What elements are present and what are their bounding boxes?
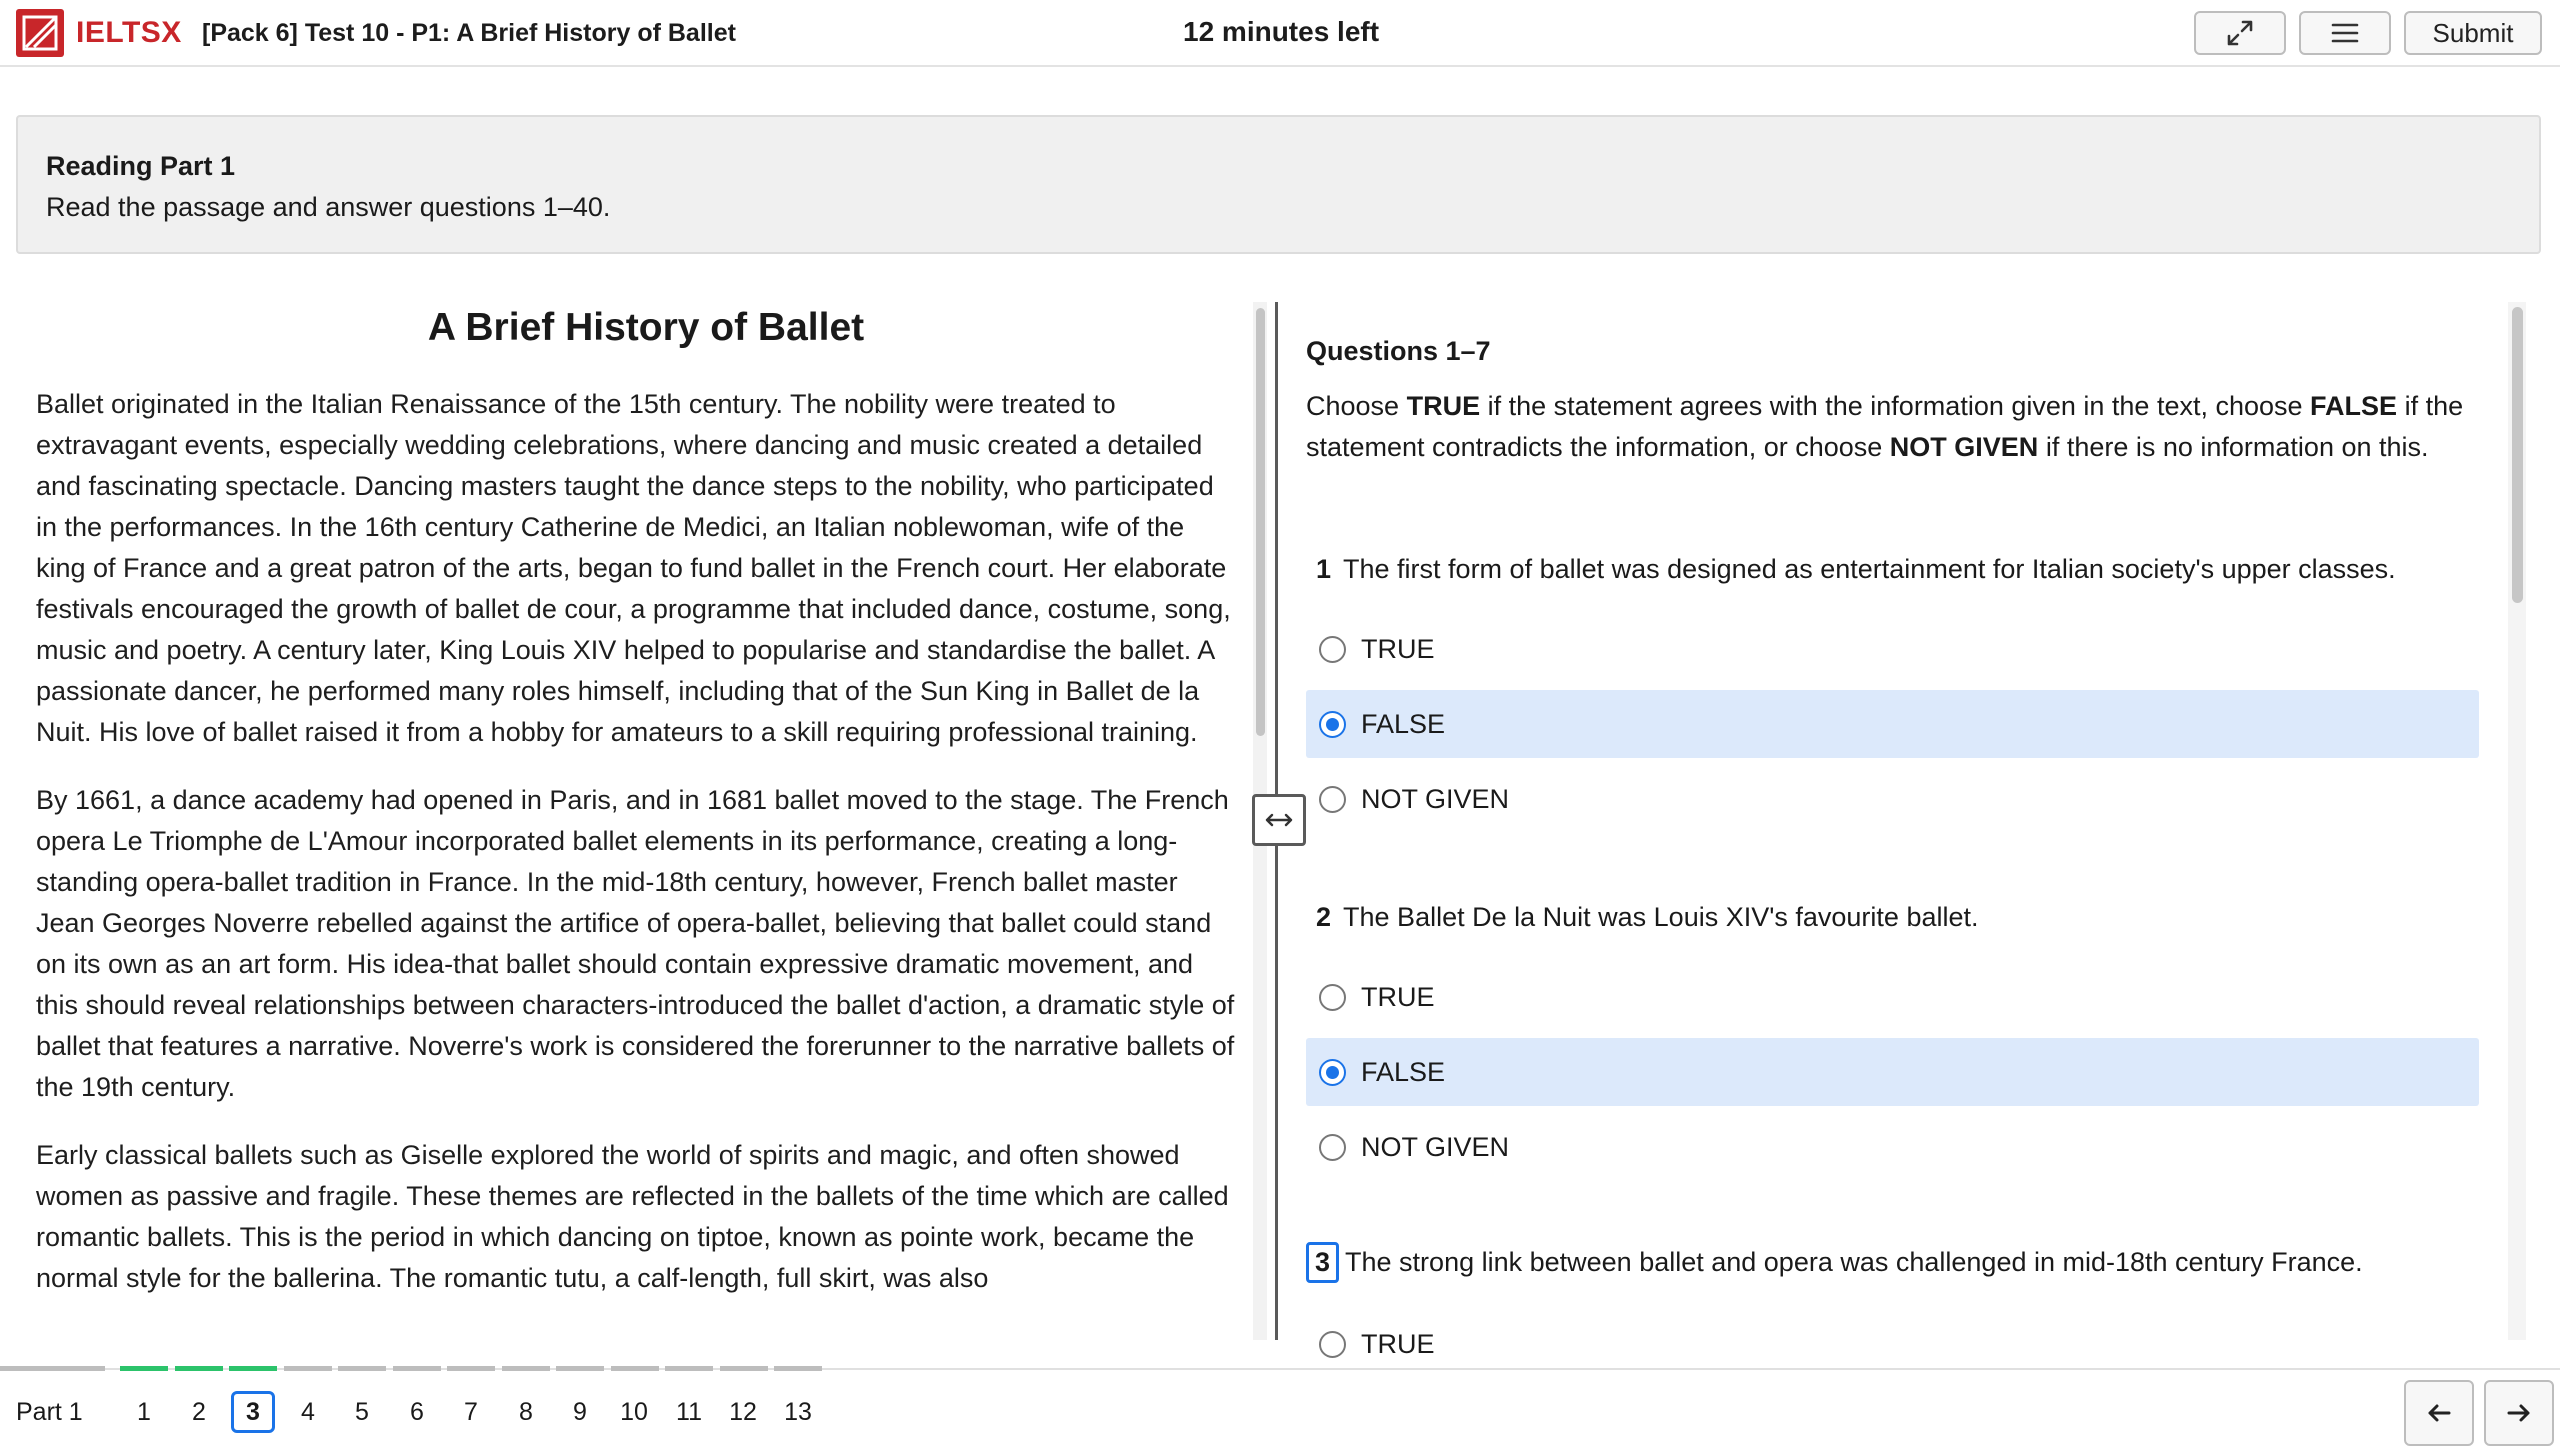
q2-option-not-given[interactable]: NOT GIVEN <box>1306 1113 2479 1181</box>
q2-option-false[interactable]: FALSE <box>1306 1038 2479 1106</box>
progress-q5 <box>338 1366 386 1371</box>
radio-button[interactable] <box>1319 1134 1346 1161</box>
question-navigation <box>0 1368 2560 1440</box>
next-question-button[interactable] <box>2484 1380 2554 1446</box>
nav-question-2[interactable]: 2 <box>192 1397 206 1426</box>
radio-button-selected[interactable] <box>1319 711 1346 738</box>
questions-scrollbar-thumb[interactable] <box>2512 307 2523 603</box>
progress-q8 <box>502 1366 550 1371</box>
q1-option-not-given[interactable]: NOT GIVEN <box>1306 765 2479 833</box>
nav-question-8[interactable]: 8 <box>519 1397 533 1426</box>
radio-button[interactable] <box>1319 984 1346 1011</box>
q3-option-true[interactable]: TRUE <box>1306 1310 2479 1378</box>
part-instructions <box>16 115 2541 254</box>
radio-button[interactable] <box>1319 636 1346 663</box>
nav-question-1[interactable]: 1 <box>137 1397 151 1426</box>
reading-passage <box>36 300 1236 1340</box>
nav-question-9[interactable]: 9 <box>573 1397 587 1426</box>
question-text: The Ballet De la Nuit was Louis XIV's favourite ballet. <box>1343 902 1979 932</box>
nav-question-6[interactable]: 6 <box>410 1397 424 1426</box>
questions-instructions: Choose TRUE if the statement agrees with the information given in the text, choose FALSE if the statement contradicts the information, or choose NOT GIVEN if there is no information on this. <box>1306 391 2464 462</box>
question-number-active: 3 <box>1306 1242 1339 1283</box>
menu-button[interactable] <box>2299 11 2391 55</box>
resize-arrows-icon <box>1264 810 1294 830</box>
passage-paragraph: Ballet originated in the Italian Renaissance of the 15th century. The nobility were treated to extravagant events, especially wedding celebrations, where dancing and music created a detailed and fascinating spectacle. Dancing masters taught the dance steps to the nobility, who participated in the performances. In the 16th century Catherine de Medici, an Italian noblewoman, wife of the king of France and a great patron of the arts, began to fund ballet in the French court. Her elaborate festivals encouraged the growth of ballet de cour, a programme that included dance, costume, song, music and poetry. A century later, King Louis XIV helped to popularise and standardise the ballet. A passionate dancer, he performed many roles himself, including that of the Sun King in Ballet de la Nuit. His love of ballet raised it from a hobby for amateurs to a skill requiring professional training. <box>36 389 1231 747</box>
arrow-left-icon <box>2424 1398 2454 1428</box>
progress-q4 <box>284 1366 332 1371</box>
question-1 <box>1316 554 2396 585</box>
nav-question-11[interactable]: 11 <box>676 1397 702 1426</box>
question-number: 2 <box>1316 902 1332 932</box>
radio-button-selected[interactable] <box>1319 1059 1346 1086</box>
passage-scrollbar-thumb[interactable] <box>1256 308 1265 736</box>
submit-button[interactable]: Submit <box>2404 11 2542 55</box>
test-title: [Pack 6] Test 10 - P1: A Brief History of Ballet <box>202 19 736 47</box>
expand-icon <box>2223 16 2257 50</box>
nav-question-4[interactable]: 4 <box>301 1397 315 1426</box>
progress-q1 <box>120 1366 168 1371</box>
questions-heading: Questions 1–7 <box>1306 336 1491 366</box>
passage-title: A Brief History of Ballet <box>427 306 865 349</box>
menu-icon <box>2329 17 2361 49</box>
q1-option-true[interactable]: TRUE <box>1306 615 2479 683</box>
nav-question-7[interactable]: 7 <box>464 1397 478 1426</box>
progress-q12 <box>720 1366 768 1371</box>
top-bar <box>0 0 2560 67</box>
q1-option-false[interactable]: FALSE <box>1306 690 2479 758</box>
nav-question-5[interactable]: 5 <box>355 1397 369 1426</box>
passage-paragraph: By 1661, a dance academy had opened in Paris, and in 1681 ballet moved to the stage. The French opera Le Triomphe de L'Amour incorporated ballet elements in its performance, creating a long-standing opera-ballet tradition in France. In the mid-18th century, however, French ballet master Jean Georges Noverre rebelled against the artifice of opera-ballet, believing that ballet could stand on its own as an art form. His idea-that ballet should contain expressive dramatic movement, and this should reveal relationships between characters-introduced the ballet d'action, a dramatic style of ballet that features a narrative. Noverre's work is considered the forerunner to the narrative ballets of the 19th century. <box>36 785 1235 1102</box>
progress-q9 <box>556 1366 604 1371</box>
part-title: Reading Part 1 <box>46 151 236 181</box>
progress-q11 <box>665 1366 713 1371</box>
part-label[interactable]: Part 1 <box>16 1398 83 1426</box>
ieltsx-logo <box>16 9 64 57</box>
question-number: 1 <box>1316 554 1332 584</box>
nav-question-12[interactable]: 12 <box>729 1397 757 1426</box>
nav-question-13[interactable]: 13 <box>784 1397 812 1426</box>
panel-resize-handle[interactable] <box>1252 794 1306 846</box>
question-2 <box>1316 902 1979 933</box>
progress-q6 <box>393 1366 441 1371</box>
fullscreen-button[interactable] <box>2194 11 2286 55</box>
progress-q2 <box>175 1366 223 1371</box>
progress-q10 <box>611 1366 659 1371</box>
progress-q3 <box>229 1366 277 1371</box>
brand-name: IELTSX <box>76 16 182 49</box>
progress-part-segment <box>0 1366 105 1371</box>
progress-q7 <box>447 1366 495 1371</box>
question-3 <box>1316 1242 2363 1283</box>
q2-option-true[interactable]: TRUE <box>1306 963 2479 1031</box>
part-instruction-text: Read the passage and answer questions 1–40. <box>46 192 611 222</box>
arrow-right-icon <box>2504 1398 2534 1428</box>
nav-question-3[interactable]: 3 <box>231 1391 275 1433</box>
previous-question-button[interactable] <box>2404 1380 2474 1446</box>
passage-paragraph: Early classical ballets such as Giselle explored the world of spirits and magic, and often showed women as passive and fragile. These themes are reflected in the ballets of the time which are called romantic ballets. This is the period in which dancing on tiptoe, known as pointe work, became the normal style for the ballerina. The romantic tutu, a calf-length, full skirt, was also <box>36 1140 1229 1293</box>
progress-q13 <box>774 1366 822 1371</box>
radio-button[interactable] <box>1319 786 1346 813</box>
nav-question-10[interactable]: 10 <box>620 1397 648 1426</box>
question-text: The first form of ballet was designed as entertainment for Italian society's upper classes. <box>1343 554 2396 584</box>
question-text: The strong link between ballet and opera was challenged in mid-18th century France. <box>1345 1247 2363 1277</box>
questions-panel <box>1306 300 2481 1359</box>
timer: 12 minutes left <box>1183 16 1380 47</box>
radio-button[interactable] <box>1319 1331 1346 1358</box>
